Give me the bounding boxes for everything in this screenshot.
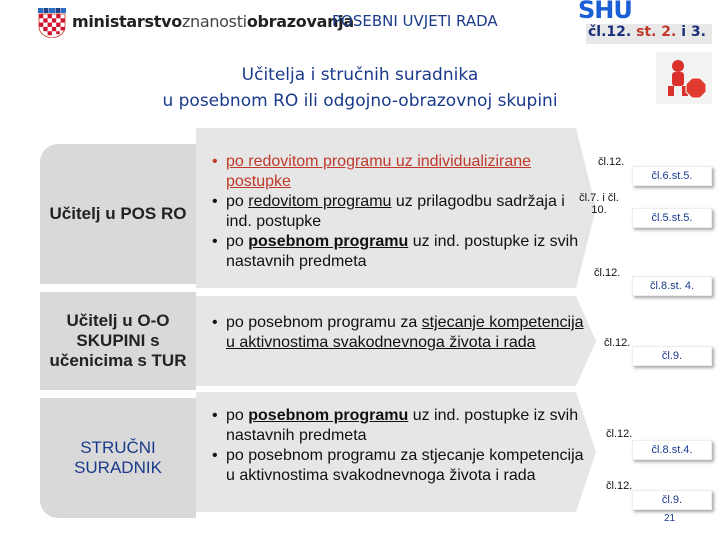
list-item: • po posebnom programu za stjecanje kompetencija u aktivnostima svakodnevnoga života i rada [210, 313, 590, 353]
page-number: 21 [664, 513, 676, 524]
list-item: • po redovitom programu uz individualizirane postupke [210, 152, 590, 192]
article-ref-box: čl.6.st.5. [632, 166, 712, 186]
croatian-coat-of-arms-icon [38, 8, 66, 38]
article-ref: čl.12. [604, 337, 631, 349]
shu-badge [578, 0, 712, 44]
article-ref-box: čl.9. [632, 346, 712, 366]
article-ref-box: čl.8.st. 4. [632, 276, 712, 296]
role-teacher-pos-ro: Učitelj u POS RO [40, 144, 196, 284]
list-item: • po posebnom programu uz ind. postupke iz svih nastavnih predmeta [210, 232, 590, 272]
article-ref-box: čl.8.st.4. [632, 440, 712, 460]
role-professional-associate: STRUČNI SURADNIK [40, 398, 196, 518]
subtitle-line: Učitelja i stručnih suradnika [241, 65, 479, 85]
bullet-list [210, 406, 594, 486]
bullet-list [210, 152, 590, 272]
article-ref: čl.12. [606, 480, 633, 492]
bullet-list [210, 313, 590, 353]
subtitle [120, 62, 600, 114]
role-teacher-group: Učitelj u O-O SKUPINI s učenicima s TUR [40, 292, 196, 390]
header [0, 0, 720, 44]
subtitle-line: u posebnom RO ili odgojno-obrazovnoj skupini [162, 91, 558, 111]
figure-with-stop-sign-icon [656, 52, 712, 104]
article-ref: čl.7. i čl. 10. [579, 192, 619, 216]
shu-logo: SHU [578, 0, 632, 24]
page-title: POSEBNI UVJETI RADA [332, 12, 498, 30]
article-ref: čl.12. [594, 267, 621, 279]
list-item: • po redovitom programu uz prilagodbu sadržaja i ind. postupke [210, 192, 590, 232]
article-ref: čl.12. [598, 156, 625, 168]
list-item: • po posebnom programu uz ind. postupke iz svih nastavnih predmeta [210, 406, 594, 446]
article-ref-box: čl.5.st.5. [632, 208, 712, 228]
article-ref-box: čl.9. [632, 490, 712, 510]
article-reference: čl.12. st. 2. i 3. [586, 24, 712, 44]
article-ref: čl.12. [606, 428, 633, 440]
list-item: • po posebnom programu za stjecanje kompetencija u aktivnostima svakodnevnoga života i rada [210, 446, 594, 486]
ministry-name: ministarstvoznanostiobrazovanja [72, 12, 354, 31]
